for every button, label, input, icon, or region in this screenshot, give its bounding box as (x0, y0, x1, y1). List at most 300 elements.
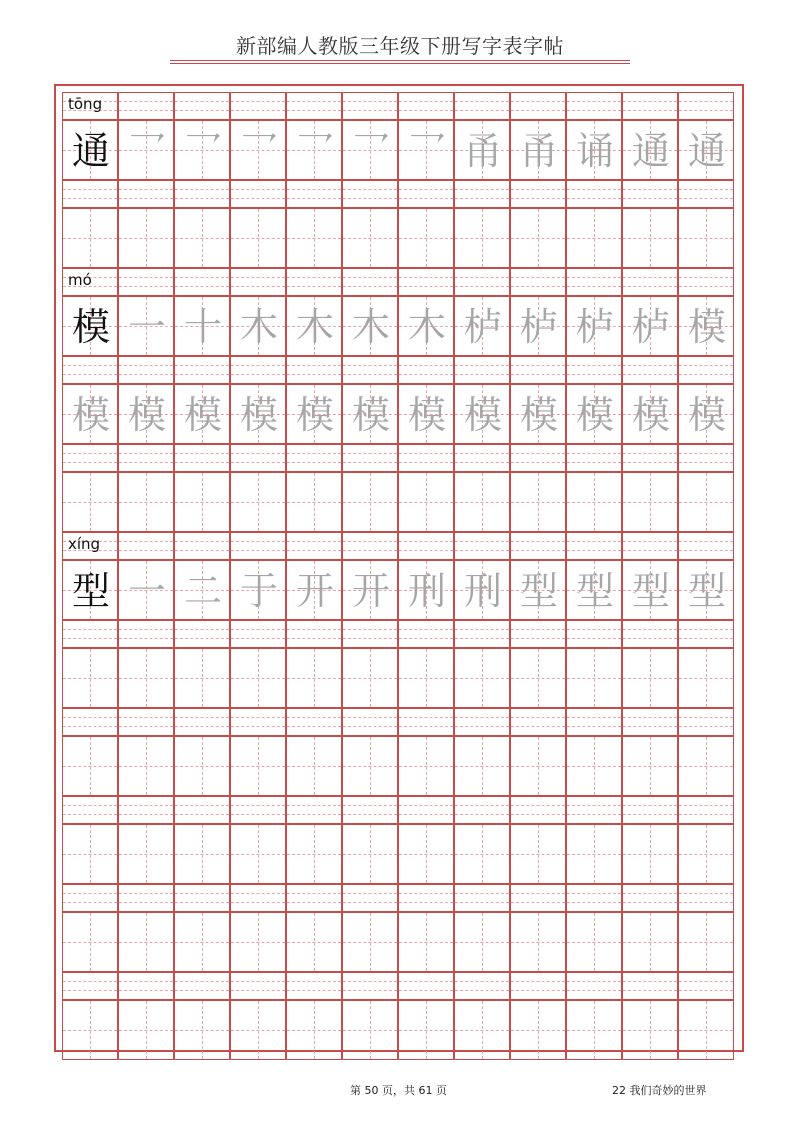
character-cell[interactable] (398, 384, 454, 444)
practice-row (62, 532, 734, 620)
character-cell[interactable] (678, 912, 734, 972)
character-cell[interactable] (622, 384, 678, 444)
pinyin-cell (342, 972, 398, 1000)
trace-character: 模 (575, 393, 614, 437)
pinyin-label: tōng (68, 95, 103, 113)
pinyin-cell (118, 444, 174, 472)
character-cell[interactable] (454, 208, 510, 268)
pinyin-cell (230, 444, 286, 472)
trace-character: 模 (351, 393, 390, 437)
character-cell[interactable] (174, 384, 230, 444)
model-character: 模 (71, 305, 110, 349)
character-cell[interactable] (118, 384, 174, 444)
model-character: 通 (71, 129, 110, 173)
character-cell[interactable] (118, 472, 174, 532)
pinyin-band (62, 356, 734, 384)
character-cell[interactable] (286, 912, 342, 972)
pinyin-cell (510, 444, 566, 472)
pinyin-cell (510, 884, 566, 912)
character-cell[interactable] (454, 824, 510, 884)
character-cell[interactable] (678, 736, 734, 796)
character-cell[interactable] (62, 120, 118, 180)
character-cell[interactable] (678, 1000, 734, 1060)
practice-row (62, 356, 734, 444)
pinyin-cell (622, 356, 678, 384)
pinyin-cell (230, 268, 286, 296)
pinyin-cell (678, 884, 734, 912)
practice-row (62, 972, 734, 1060)
character-cell[interactable] (230, 824, 286, 884)
character-cell[interactable] (678, 824, 734, 884)
pinyin-cell (62, 620, 118, 648)
character-cell[interactable] (622, 120, 678, 180)
character-cell[interactable] (454, 384, 510, 444)
pinyin-cell (398, 620, 454, 648)
trace-character: 模 (687, 393, 726, 437)
character-cell[interactable] (118, 736, 174, 796)
practice-row (62, 444, 734, 532)
trace-character: 乛 (407, 129, 446, 173)
character-cell[interactable] (342, 824, 398, 884)
character-cell[interactable] (622, 560, 678, 620)
pinyin-cell (454, 708, 510, 736)
pinyin-cell (678, 708, 734, 736)
pinyin-cell (174, 532, 230, 560)
character-cell[interactable] (342, 736, 398, 796)
character-cell[interactable] (398, 736, 454, 796)
character-cell[interactable] (62, 648, 118, 708)
pinyin-cell (622, 972, 678, 1000)
pinyin-cell (118, 268, 174, 296)
character-cell[interactable] (62, 736, 118, 796)
pinyin-cell (342, 884, 398, 912)
character-cell[interactable] (510, 560, 566, 620)
pinyin-cell (622, 708, 678, 736)
character-cell[interactable] (62, 208, 118, 268)
character-cell[interactable] (566, 560, 622, 620)
pinyin-cell (398, 180, 454, 208)
pinyin-cell (398, 92, 454, 120)
character-cell[interactable] (622, 912, 678, 972)
character-cell[interactable] (286, 648, 342, 708)
pinyin-cell (454, 620, 510, 648)
pinyin-cell (622, 884, 678, 912)
character-cell[interactable] (62, 384, 118, 444)
character-cell[interactable] (510, 736, 566, 796)
pinyin-cell (678, 972, 734, 1000)
pinyin-cell (174, 972, 230, 1000)
character-cell[interactable] (622, 296, 678, 356)
character-cell[interactable] (398, 1000, 454, 1060)
trace-character: 模 (295, 393, 334, 437)
character-cell[interactable] (510, 824, 566, 884)
pinyin-cell (510, 532, 566, 560)
trace-character: 栌 (519, 305, 558, 349)
pinyin-cell (62, 884, 118, 912)
character-cell[interactable] (174, 824, 230, 884)
pinyin-band (62, 708, 734, 736)
character-cell[interactable] (286, 296, 342, 356)
pinyin-cell (678, 532, 734, 560)
trace-character: 乛 (295, 129, 334, 173)
character-cell[interactable] (230, 1000, 286, 1060)
pinyin-cell (174, 268, 230, 296)
character-cell[interactable] (342, 208, 398, 268)
character-cell[interactable] (622, 208, 678, 268)
pinyin-cell (118, 796, 174, 824)
character-cell[interactable] (342, 296, 398, 356)
model-character: 型 (71, 569, 110, 613)
character-cell[interactable] (62, 296, 118, 356)
character-cell[interactable] (174, 648, 230, 708)
character-cell[interactable] (62, 1000, 118, 1060)
pinyin-cell (622, 92, 678, 120)
character-cell[interactable] (398, 120, 454, 180)
character-cell[interactable] (622, 648, 678, 708)
pinyin-cell (230, 972, 286, 1000)
character-cell[interactable] (566, 1000, 622, 1060)
character-cell[interactable] (286, 208, 342, 268)
character-cell[interactable] (398, 472, 454, 532)
pinyin-cell (118, 620, 174, 648)
pinyin-cell (286, 180, 342, 208)
pinyin-cell (622, 620, 678, 648)
trace-character: 模 (183, 393, 222, 437)
character-cell[interactable] (118, 296, 174, 356)
character-cell[interactable] (62, 472, 118, 532)
character-cell[interactable] (454, 912, 510, 972)
practice-row (62, 620, 734, 708)
title-underline-bottom (170, 63, 630, 64)
trace-character: 模 (631, 393, 670, 437)
pinyin-cell (678, 268, 734, 296)
pinyin-cell (118, 532, 174, 560)
pinyin-cell (230, 180, 286, 208)
pinyin-cell (342, 620, 398, 648)
trace-character: 于 (239, 569, 278, 613)
pinyin-cell (174, 620, 230, 648)
character-cell[interactable] (174, 1000, 230, 1060)
character-cell[interactable] (286, 736, 342, 796)
pinyin-cell (342, 708, 398, 736)
character-cell[interactable] (398, 824, 454, 884)
pinyin-label: mó (68, 271, 92, 289)
character-cell[interactable] (174, 736, 230, 796)
trace-character: 通 (687, 129, 726, 173)
pinyin-cell (678, 444, 734, 472)
character-cell[interactable] (454, 560, 510, 620)
pinyin-cell (342, 180, 398, 208)
practice-row (62, 708, 734, 796)
trace-character: 二 (183, 569, 222, 613)
character-cell[interactable] (118, 824, 174, 884)
character-cell[interactable] (566, 208, 622, 268)
character-cell[interactable] (342, 120, 398, 180)
pinyin-cell (286, 884, 342, 912)
pinyin-cell (510, 620, 566, 648)
character-cell[interactable] (678, 560, 734, 620)
pinyin-band (62, 796, 734, 824)
practice-row (62, 180, 734, 268)
pinyin-cell (510, 180, 566, 208)
pinyin-cell (398, 532, 454, 560)
pinyin-cell (622, 444, 678, 472)
character-cell[interactable] (62, 824, 118, 884)
character-cell[interactable] (454, 472, 510, 532)
character-cell[interactable] (510, 1000, 566, 1060)
pinyin-cell (174, 796, 230, 824)
trace-character: 刑 (463, 569, 502, 613)
character-cell[interactable] (510, 472, 566, 532)
pinyin-cell (230, 620, 286, 648)
character-cell[interactable] (230, 560, 286, 620)
pinyin-cell (678, 796, 734, 824)
trace-character: 甬 (519, 129, 558, 173)
trace-character: 木 (407, 305, 446, 349)
pinyin-cell (454, 884, 510, 912)
character-cell[interactable] (622, 736, 678, 796)
character-cell[interactable] (398, 208, 454, 268)
pinyin-cell (454, 444, 510, 472)
trace-character: 模 (71, 393, 110, 437)
pinyin-cell (510, 972, 566, 1000)
character-cell[interactable] (510, 296, 566, 356)
pinyin-cell (622, 268, 678, 296)
character-cell[interactable] (454, 1000, 510, 1060)
character-cell[interactable] (342, 912, 398, 972)
pinyin-cell (510, 356, 566, 384)
pinyin-cell (678, 180, 734, 208)
character-cell[interactable] (118, 1000, 174, 1060)
character-cell[interactable] (454, 296, 510, 356)
pinyin-cell (454, 268, 510, 296)
page-number: 第 50 页，共 61 页 (350, 1084, 447, 1097)
character-cell[interactable] (398, 296, 454, 356)
character-cell[interactable] (566, 384, 622, 444)
character-cell[interactable] (454, 120, 510, 180)
pinyin-band (62, 268, 734, 296)
trace-character: 一 (127, 569, 166, 613)
practice-row (62, 884, 734, 972)
character-cell[interactable] (118, 208, 174, 268)
character-cell[interactable] (566, 648, 622, 708)
character-cell[interactable] (510, 120, 566, 180)
character-cell[interactable] (622, 824, 678, 884)
pinyin-cell (566, 532, 622, 560)
pinyin-cell (566, 620, 622, 648)
trace-character: 栌 (463, 305, 502, 349)
pinyin-cell (510, 796, 566, 824)
trace-character: 型 (519, 569, 558, 613)
character-cell[interactable] (174, 472, 230, 532)
pinyin-band (62, 972, 734, 1000)
pinyin-cell (286, 532, 342, 560)
character-cell[interactable] (62, 560, 118, 620)
pinyin-cell (118, 92, 174, 120)
character-cell[interactable] (678, 296, 734, 356)
pinyin-cell (174, 356, 230, 384)
character-cell[interactable] (678, 208, 734, 268)
character-cell[interactable] (566, 120, 622, 180)
pinyin-cell (678, 620, 734, 648)
character-cell[interactable] (398, 912, 454, 972)
pinyin-cell (566, 268, 622, 296)
practice-row (62, 268, 734, 356)
character-cell[interactable] (230, 384, 286, 444)
character-cell[interactable] (342, 560, 398, 620)
character-cell[interactable] (118, 120, 174, 180)
character-cell[interactable] (510, 912, 566, 972)
trace-character: 栌 (575, 305, 614, 349)
character-cell[interactable] (566, 824, 622, 884)
character-cell[interactable] (566, 472, 622, 532)
trace-character: 木 (295, 305, 334, 349)
pinyin-cell (566, 444, 622, 472)
pinyin-cell (286, 268, 342, 296)
character-cell[interactable] (342, 472, 398, 532)
pinyin-cell (398, 708, 454, 736)
pinyin-cell (286, 796, 342, 824)
character-cell[interactable] (286, 560, 342, 620)
pinyin-cell (510, 708, 566, 736)
page-title: 新部编人教版三年级下册写字表字帖 (236, 34, 564, 58)
character-cell[interactable] (230, 208, 286, 268)
character-cell[interactable] (230, 120, 286, 180)
character-cell[interactable] (678, 648, 734, 708)
trace-character: 刑 (407, 569, 446, 613)
pinyin-cell (286, 444, 342, 472)
character-cell[interactable] (230, 912, 286, 972)
trace-character: 乛 (183, 129, 222, 173)
pinyin-cell (342, 92, 398, 120)
pinyin-cell (230, 92, 286, 120)
character-cell[interactable] (174, 560, 230, 620)
character-cell[interactable] (398, 560, 454, 620)
pinyin-cell (286, 356, 342, 384)
character-cell[interactable] (118, 560, 174, 620)
pinyin-cell (62, 444, 118, 472)
pinyin-cell (566, 796, 622, 824)
character-cell[interactable] (566, 912, 622, 972)
character-cell[interactable] (230, 736, 286, 796)
character-cell[interactable] (566, 296, 622, 356)
character-cell[interactable] (398, 648, 454, 708)
pinyin-cell (118, 884, 174, 912)
trace-character: 一 (127, 305, 166, 349)
pinyin-cell (230, 532, 286, 560)
character-cell[interactable] (342, 1000, 398, 1060)
trace-character: 栌 (631, 305, 670, 349)
pinyin-cell (174, 444, 230, 472)
pinyin-cell (286, 92, 342, 120)
pinyin-cell (286, 972, 342, 1000)
pinyin-cell (342, 356, 398, 384)
pinyin-cell (398, 972, 454, 1000)
trace-character: 通 (631, 129, 670, 173)
pinyin-cell (342, 796, 398, 824)
character-cell[interactable] (678, 120, 734, 180)
trace-character: 乛 (127, 129, 166, 173)
character-cell[interactable] (454, 648, 510, 708)
pinyin-cell (342, 268, 398, 296)
character-cell[interactable] (678, 472, 734, 532)
character-cell[interactable] (230, 296, 286, 356)
pinyin-cell (398, 796, 454, 824)
pinyin-cell (398, 268, 454, 296)
pinyin-cell (62, 180, 118, 208)
character-cell[interactable] (230, 472, 286, 532)
trace-character: 模 (519, 393, 558, 437)
character-cell[interactable] (342, 648, 398, 708)
character-cell[interactable] (62, 912, 118, 972)
character-cell[interactable] (622, 1000, 678, 1060)
character-cell[interactable] (286, 120, 342, 180)
character-cell[interactable] (510, 648, 566, 708)
trace-character: 模 (127, 393, 166, 437)
character-cell[interactable] (510, 384, 566, 444)
character-cell[interactable] (118, 648, 174, 708)
pinyin-cell (342, 532, 398, 560)
pinyin-band (62, 180, 734, 208)
pinyin-cell (230, 796, 286, 824)
character-cell[interactable] (342, 384, 398, 444)
character-cell[interactable] (174, 120, 230, 180)
pinyin-cell (622, 532, 678, 560)
trace-character: 乛 (351, 129, 390, 173)
trace-character: 型 (575, 569, 614, 613)
character-cell[interactable] (174, 912, 230, 972)
character-cell[interactable] (286, 384, 342, 444)
character-cell[interactable] (230, 648, 286, 708)
lesson-label: 22 我们奇妙的世界 (612, 1084, 707, 1097)
trace-character: 木 (239, 305, 278, 349)
pinyin-band (62, 444, 734, 472)
pinyin-cell (566, 356, 622, 384)
pinyin-cell (230, 708, 286, 736)
trace-character: 模 (239, 393, 278, 437)
trace-character: 十 (183, 305, 222, 349)
trace-character: 模 (687, 305, 726, 349)
pinyin-cell (174, 180, 230, 208)
pinyin-cell (454, 796, 510, 824)
character-cell[interactable] (286, 824, 342, 884)
pinyin-cell (678, 92, 734, 120)
pinyin-cell (118, 972, 174, 1000)
pinyin-cell (566, 180, 622, 208)
character-cell[interactable] (286, 472, 342, 532)
character-cell[interactable] (510, 208, 566, 268)
character-cell[interactable] (174, 208, 230, 268)
pinyin-cell (174, 708, 230, 736)
pinyin-cell (566, 972, 622, 1000)
pinyin-band (62, 620, 734, 648)
trace-character: 型 (687, 569, 726, 613)
character-cell[interactable] (454, 736, 510, 796)
character-cell[interactable] (286, 1000, 342, 1060)
pinyin-cell (118, 180, 174, 208)
pinyin-cell (118, 356, 174, 384)
character-cell[interactable] (174, 296, 230, 356)
pinyin-cell (622, 796, 678, 824)
pinyin-band (62, 92, 734, 120)
pinyin-band (62, 884, 734, 912)
pinyin-cell (230, 356, 286, 384)
pinyin-cell (678, 356, 734, 384)
character-cell[interactable] (678, 384, 734, 444)
character-cell[interactable] (622, 472, 678, 532)
character-cell[interactable] (566, 736, 622, 796)
character-cell[interactable] (118, 912, 174, 972)
